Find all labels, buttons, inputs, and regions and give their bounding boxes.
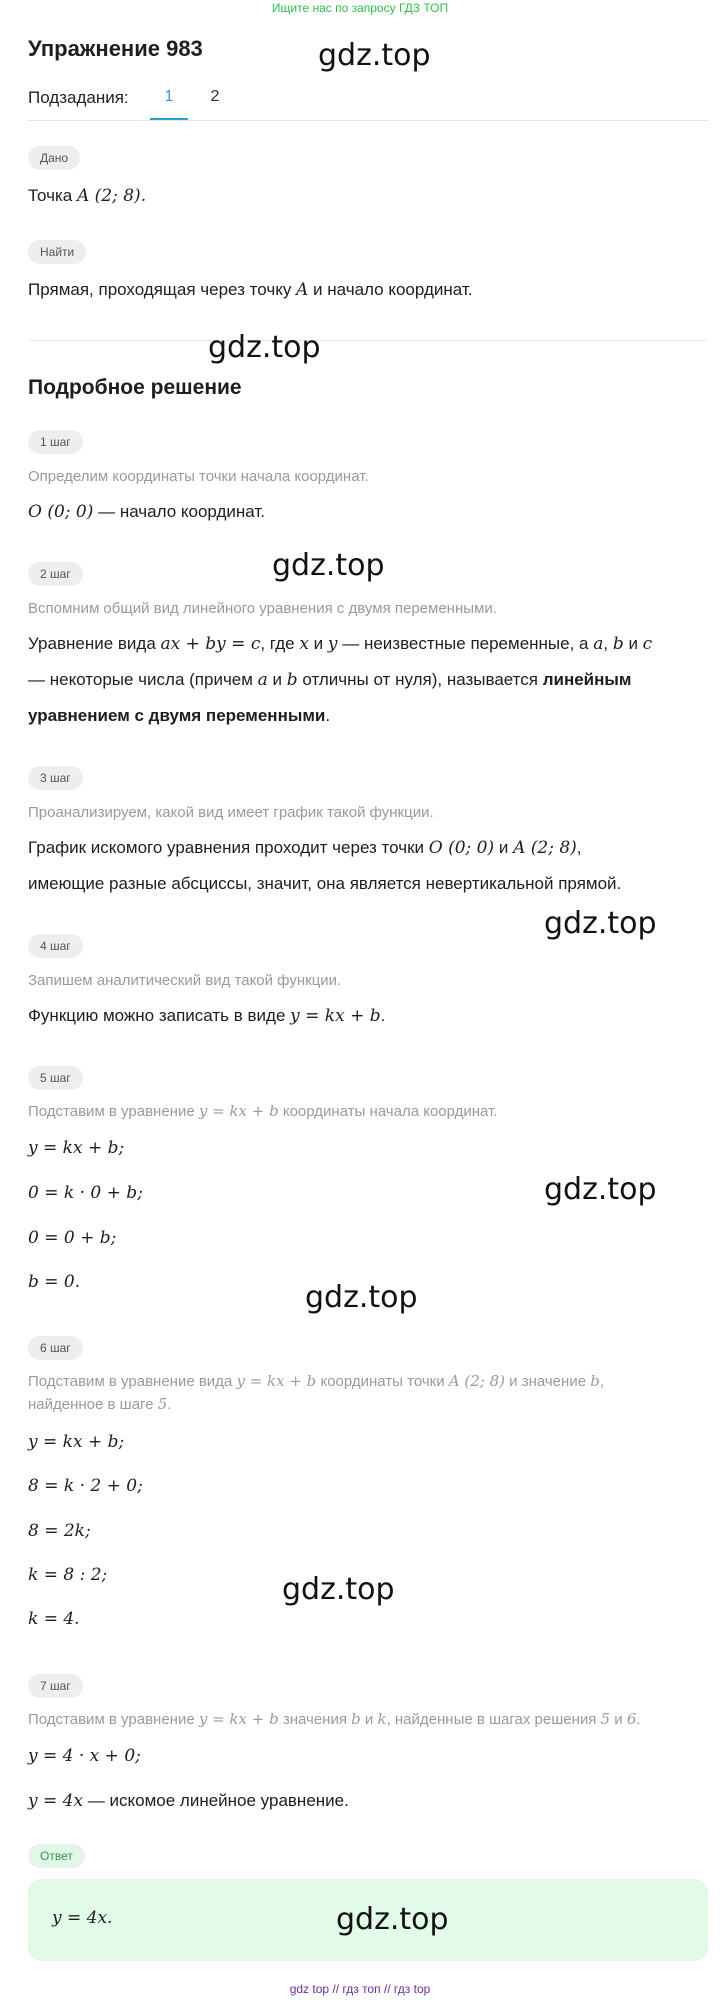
step-2-text: Уравнение вида ax + by = c, где x и y — неизвестные переменные, а a, b и c — некоторые числа (причем a и b отличны от нуля), называется линейным уравнением с двумя переменными. [28, 634, 653, 725]
step-6-eq-1: y = kx + b; [28, 1432, 125, 1452]
step-1-text: O (0; 0) — начало координат. [28, 502, 266, 522]
step-5-eq-4: b = 0. [28, 1272, 81, 1292]
step-6-badge: 6 шаг [28, 1336, 83, 1360]
subtasks-label: Подзадания: [28, 88, 129, 107]
watermark: gdz.top [544, 906, 657, 941]
step-4-text: Функцию можно записать в виде y = kx + b. [28, 1006, 386, 1026]
step-6-hint: Подставим в уравнение вида y = kx + b координаты точки A (2; 8) и значение b, найденное в шаге 5. [28, 1372, 604, 1413]
step-6-eq-2: 8 = k · 2 + 0; [28, 1476, 143, 1496]
given-text: Точка A (2; 8). [28, 186, 147, 206]
step-3-text: График искомого уравнения проходит через точки O (0; 0) и A (2; 8), имеющие разные абсциссы, значит, она является невертикальной прямой. [28, 838, 622, 893]
footer-links[interactable]: gdz top // гдз топ // гдз top [289, 1982, 431, 1996]
step-5-eq-2: 0 = k · 0 + b; [28, 1183, 143, 1203]
answer-badge: Ответ [28, 1844, 85, 1868]
solution-title: Подробное решение [28, 376, 242, 399]
step-5-hint: Подставим в уравнение y = kx + b координаты начала координат. [28, 1102, 498, 1120]
step-7-eq-1: y = 4 · x + 0; [28, 1746, 141, 1766]
divider [28, 120, 708, 121]
step-6-eq-5: k = 4. [28, 1609, 80, 1629]
watermark: gdz.top [282, 1572, 395, 1607]
step-4-hint: Запишем аналитический вид такой функции. [28, 972, 342, 989]
step-1-hint: Определим координаты точки начала координат. [28, 468, 369, 485]
step-2-hint: Вспомним общий вид линейного уравнения с двумя переменными. [28, 600, 497, 617]
step-5-eq-1: y = kx + b; [28, 1138, 125, 1158]
watermark: gdz.top [305, 1280, 418, 1315]
watermark: gdz.top [544, 1172, 657, 1207]
step-7-hint: Подставим в уравнение y = kx + b значения b и k, найденные в шагах решения 5 и 6. [28, 1710, 641, 1728]
step-1-badge: 1 шаг [28, 430, 83, 454]
divider [28, 340, 708, 341]
watermark: gdz.top [336, 1902, 449, 1937]
search-banner: Ищите нас по запросу ГДЗ ТОП [271, 1, 449, 15]
step-5-badge: 5 шаг [28, 1066, 83, 1090]
given-badge: Дано [28, 146, 80, 170]
step-2-badge: 2 шаг [28, 562, 83, 586]
step-4-badge: 4 шаг [28, 934, 83, 958]
watermark: gdz.top [208, 330, 321, 365]
step-7-eq-2: y = 4x — искомое линейное уравнение. [28, 1791, 349, 1811]
page-title: Упражнение 983 [28, 36, 203, 61]
answer-text: y = 4x. [52, 1908, 113, 1928]
find-badge: Найти [28, 240, 86, 264]
tab-subtask-1[interactable]: 1 [164, 88, 174, 105]
step-5-eq-3: 0 = 0 + b; [28, 1228, 117, 1248]
watermark: gdz.top [318, 38, 431, 73]
step-3-hint: Проанализируем, какой вид имеет график такой функции. [28, 804, 434, 821]
watermark: gdz.top [272, 548, 385, 583]
tab-subtask-2[interactable]: 2 [210, 88, 220, 105]
step-7-badge: 7 шаг [28, 1674, 83, 1698]
step-6-eq-4: k = 8 : 2; [28, 1565, 108, 1585]
find-text: Прямая, проходящая через точку A и начало координат. [28, 280, 473, 300]
step-6-eq-3: 8 = 2k; [28, 1521, 91, 1541]
step-3-badge: 3 шаг [28, 766, 83, 790]
